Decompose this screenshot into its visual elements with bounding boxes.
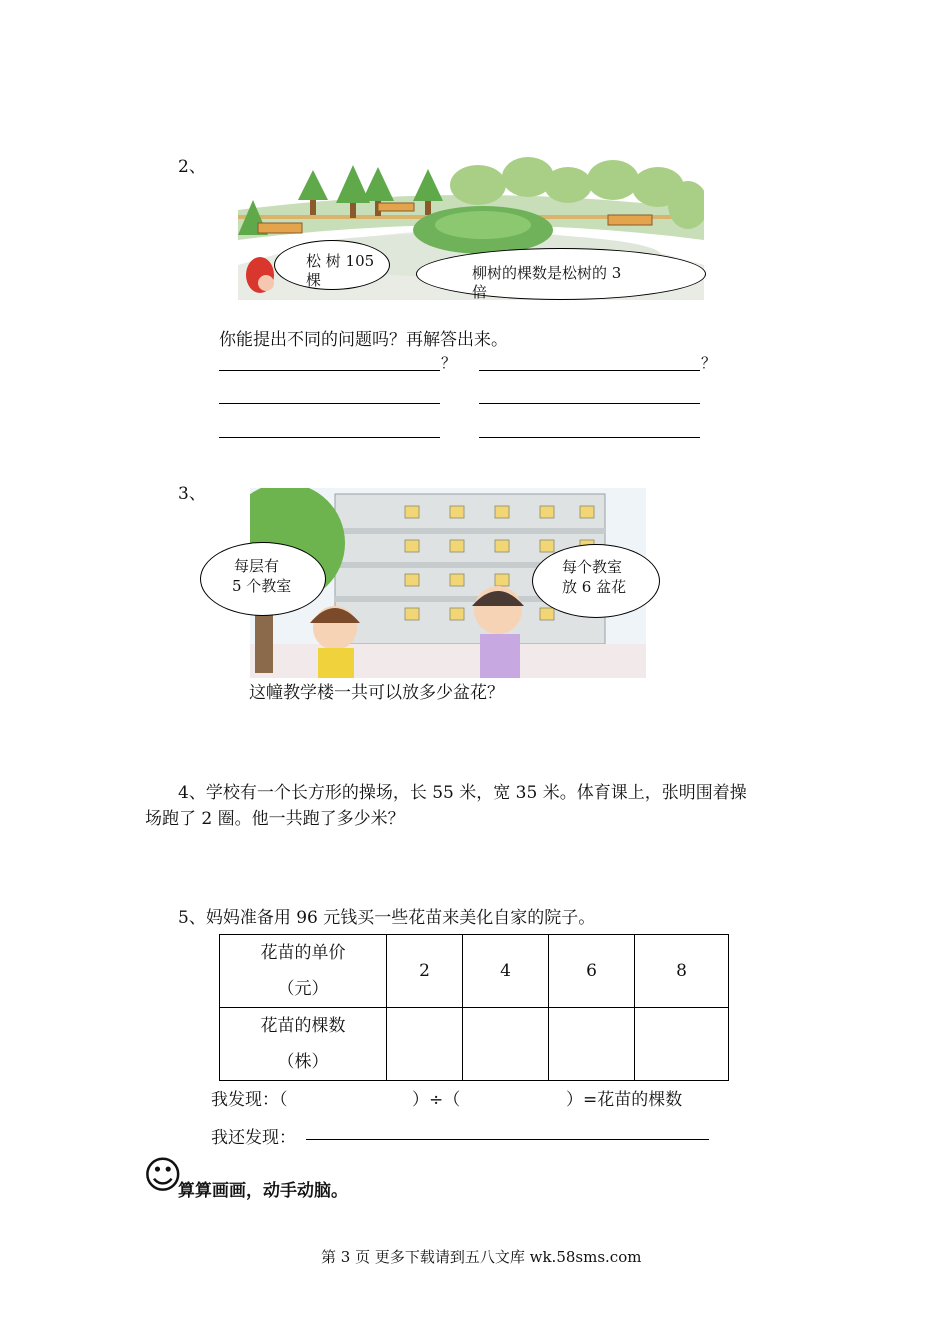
answer-line[interactable]	[219, 370, 440, 371]
classroom-bubble-line1: 每个教室	[562, 558, 623, 576]
table-header-cell	[220, 935, 387, 1008]
willow-bubble-line1: 柳树的棵数是松树的 3	[472, 264, 622, 282]
answer-line[interactable]	[479, 403, 700, 404]
count-answer-cell[interactable]	[549, 1008, 635, 1081]
pine-bubble-line2: 棵	[306, 271, 322, 289]
seedling-table	[219, 934, 729, 1081]
found-result: ）=花苗的棵数	[566, 1090, 683, 1110]
count-answer-cell[interactable]	[635, 1008, 729, 1081]
section-title: 算算画画，动手动脑。	[178, 1181, 348, 1201]
count-answer-cell[interactable]	[387, 1008, 463, 1081]
q2-prompt: 你能提出不同的问题吗？再解答出来。	[219, 330, 508, 350]
table-row	[220, 935, 729, 1008]
table-header-cell	[220, 1008, 387, 1081]
price-cell: 8	[635, 935, 729, 1008]
answer-line[interactable]	[219, 437, 440, 438]
answer-line[interactable]	[479, 370, 700, 371]
found-more-answer-line[interactable]	[306, 1139, 709, 1140]
count-answer-cell[interactable]	[463, 1008, 549, 1081]
row-label: 花苗的单价	[260, 943, 346, 963]
floor-bubble-line1: 每层有	[234, 557, 280, 575]
willow-bubble-line2: 倍	[472, 283, 488, 301]
q3-question: 这幢教学楼一共可以放多少盆花？	[249, 683, 504, 703]
found-more-label: 我还发现：	[211, 1128, 296, 1148]
price-cell: 6	[549, 935, 635, 1008]
answer-line[interactable]	[219, 403, 440, 404]
question-mark: ？	[701, 354, 717, 372]
question-mark: ？	[441, 354, 457, 372]
floor-bubble-line2: 5 个教室	[232, 577, 292, 595]
page-footer: 第 3 页 更多下载请到五八文库 wk.58sms.com	[321, 1248, 642, 1266]
row-label-unit: （株）	[277, 1052, 329, 1072]
pine-bubble-line1: 松 树 105	[306, 252, 375, 270]
found-label: 我发现：（	[211, 1090, 288, 1110]
price-cell: 4	[463, 935, 549, 1008]
price-cell: 2	[387, 935, 463, 1008]
q4-line2: 场跑了 2 圈。他一共跑了多少米？	[145, 809, 405, 829]
smiley-icon: ☺	[143, 1153, 183, 1197]
classroom-bubble-line2: 放 6 盆花	[562, 578, 627, 596]
found-divide: ）÷（	[412, 1090, 461, 1110]
row-label: 花苗的棵数	[260, 1016, 346, 1036]
q3-number: 3、	[178, 484, 206, 504]
q4-line1: 4、学校有一个长方形的操场，长 55 米，宽 35 米。体育课上，张明围着操	[178, 783, 747, 803]
row-label-unit: （元）	[277, 979, 329, 999]
q5-intro: 5、妈妈准备用 96 元钱买一些花苗来美化自家的院子。	[178, 908, 596, 928]
q2-number: 2、	[178, 157, 206, 177]
table-row	[220, 1008, 729, 1081]
answer-line[interactable]	[479, 437, 700, 438]
